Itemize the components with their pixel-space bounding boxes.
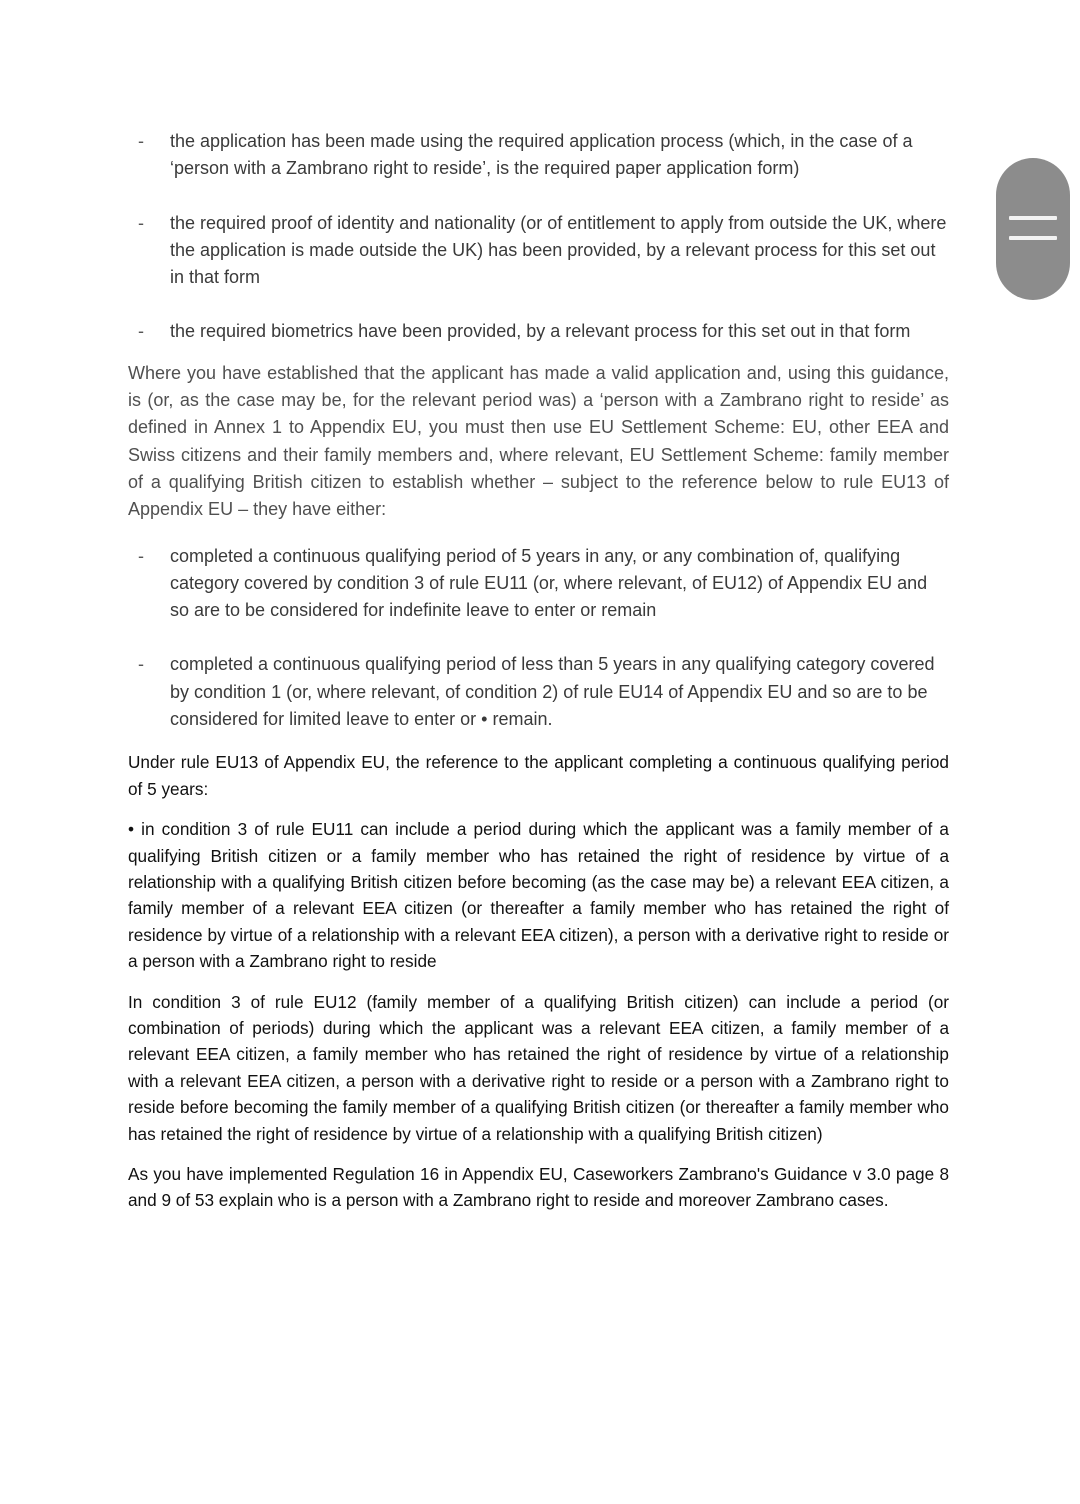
list-item xyxy=(128,210,949,292)
list-item xyxy=(128,543,949,625)
dash-marker: - xyxy=(138,321,144,342)
list-item-text: completed a continuous qualifying period of 5 years in any, or any combination of, qualifying category covered by condition 3 of rule EU11 (or, where relevant, of EU12) of Appendix EU and so are to be considered for indefinite leave to enter or remain xyxy=(170,545,928,621)
list-item-text: the application has been made using the required application process (which, in the case of a ‘person with a Zambrano right to reside’, is the required paper application form) xyxy=(170,131,913,179)
rule-eu13-paragraph: Under rule EU13 of Appendix EU, the reference to the applicant completing a continuous qualifying period of 5 years: xyxy=(128,752,949,799)
document-page xyxy=(128,128,949,1214)
list-item-text: the required biometrics have been provided, by a relevant process for this set out in that form xyxy=(170,321,911,342)
dash-marker: - xyxy=(138,654,144,675)
scroll-handle[interactable] xyxy=(996,158,1070,300)
list-item xyxy=(128,651,949,733)
regulation-16-paragraph: As you have implemented Regulation 16 in Appendix EU, Caseworkers Zambrano's Guidance v 3.0 page 8 and 9 of 53 explain who is a person with a Zambrano right to reside and moreover Zambrano cases. xyxy=(128,1164,949,1211)
list-item-text: the required proof of identity and nationality (or of entitlement to apply from outside the UK, where the application is made outside the UK) has been provided, by a relevant process for this set out in that form xyxy=(170,212,947,288)
eu11-condition-paragraph: • in condition 3 of rule EU11 can include a period during which the applicant was a family member of a qualifying British citizen or a family member who has retained the right of residence by virtue of a relationship with a qualifying British citizen before becoming (as the case may be) a relevant EEA citizen, a family member of a relevant EEA citizen (or thereafter a family member who has retained the right of residence by virtue of a relationship with a relevant EEA citizen), a person with a derivative right to reside or a person with a Zambrano right to reside xyxy=(128,819,949,972)
dash-marker: - xyxy=(138,545,144,566)
intro-paragraph: Where you have established that the applicant has made a valid application and, using this guidance, is (or, as the case may be, for the relevant period was) a ‘person with a Zambrano right to reside’ as defined in Annex 1 to Appendix EU, you must then use EU Settlement Scheme: EU, other EEA and Swiss citizens and their family members and, where relevant, EU Settlement Scheme: family member of a qualifying British citizen to establish whether – subject to the reference below to rule EU13 of Appendix EU – they have either: xyxy=(128,362,949,520)
list-item xyxy=(128,318,949,345)
dash-marker: - xyxy=(138,131,144,151)
eu12-condition-paragraph: In condition 3 of rule EU12 (family member of a qualifying British citizen) can include a period (or combination of periods) during which the applicant was a relevant EEA citizen, a family member of a relevant EEA citizen, a family member who has retained the right of residence by virtue of a relationship with a relevant EEA citizen, a person with a derivative right to reside or a person with a Zambrano right to reside before becoming the family member of a qualifying British citizen (or thereafter a family member who has retained the right of residence by virtue of a relationship with a qualifying British citizen) xyxy=(128,991,949,1144)
list-item xyxy=(128,128,949,183)
list-item-text: completed a continuous qualifying period of less than 5 years in any qualifying category covered by condition 1 (or, where relevant, of condition 2) of rule EU14 of Appendix EU and so are to be considered for limited leave to enter or • remain. xyxy=(170,654,935,730)
dash-marker: - xyxy=(138,212,144,233)
